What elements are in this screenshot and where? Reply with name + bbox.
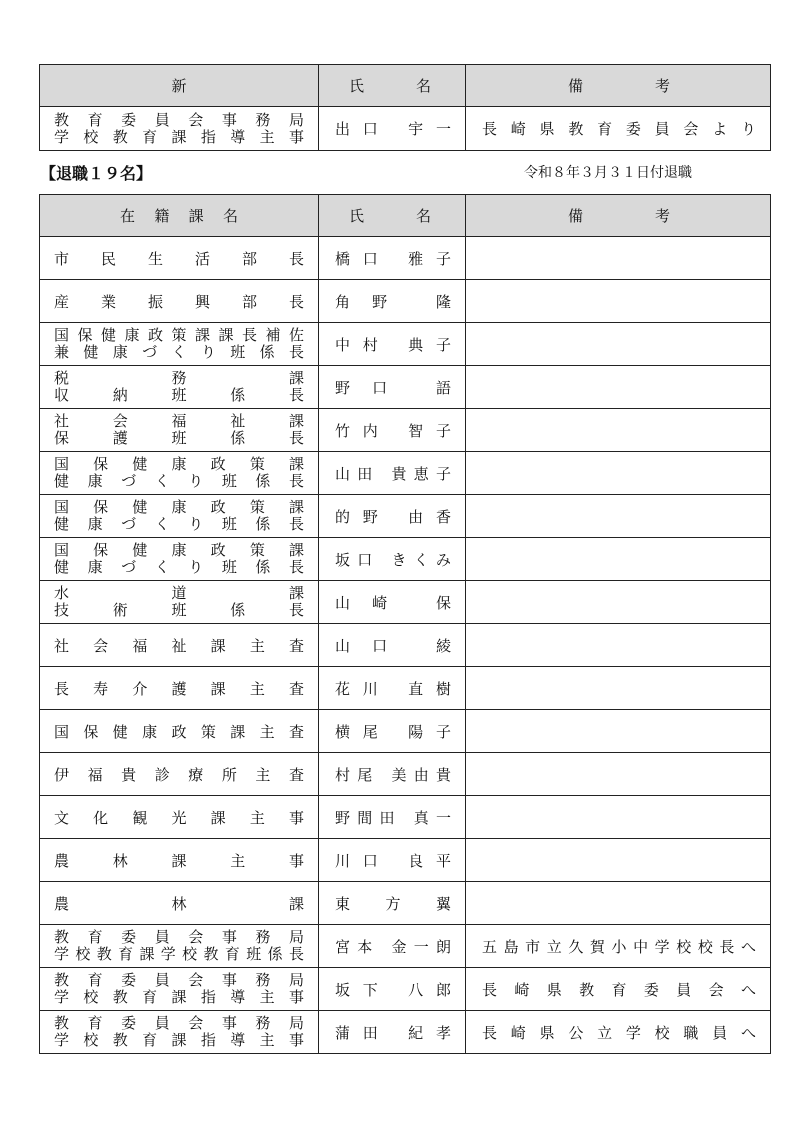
name-cell: 坂口 きくみ <box>319 538 466 581</box>
name-cell: 横尾 陽子 <box>319 710 466 753</box>
dept-cell: 教育委員会事務局 学校教育課指導主事 <box>40 1011 319 1054</box>
dept-cell: 産業振興部長 <box>40 280 319 323</box>
table-row <box>40 366 771 409</box>
remark-cell: 長崎県公立学校職員へ <box>466 1011 771 1054</box>
remark-cell <box>466 753 771 796</box>
dept-cell: 教育委員会事務局 学校教育課指導主事 <box>40 968 319 1011</box>
header-remark: 備考 <box>466 65 771 107</box>
name-cell: 川口 良平 <box>319 839 466 882</box>
header-remark: 備考 <box>466 195 771 237</box>
name-cell: 花川 直樹 <box>319 667 466 710</box>
table-row <box>40 538 771 581</box>
table-row <box>40 237 771 280</box>
remark-cell <box>466 452 771 495</box>
remark-cell <box>466 366 771 409</box>
remark-cell <box>466 667 771 710</box>
dept-cell: 長寿介護課主査 <box>40 667 319 710</box>
name-cell: 山崎 保 <box>319 581 466 624</box>
name-cell: 橋口 雅子 <box>319 237 466 280</box>
remark-cell <box>466 237 771 280</box>
name-cell: 野間田 真一 <box>319 796 466 839</box>
table-row <box>40 1011 771 1054</box>
header-row <box>40 195 771 237</box>
remark-cell <box>466 538 771 581</box>
table-row <box>40 753 771 796</box>
header-row <box>40 65 771 107</box>
dept-cell: 教育委員会事務局 学校教育課学校教育班係長 <box>40 925 319 968</box>
remark-cell <box>466 882 771 925</box>
table-row <box>40 796 771 839</box>
name-cell: 村尾 美由貴 <box>319 753 466 796</box>
dept-cell: 国保健康政策課 健康づくり班係長 <box>40 452 319 495</box>
name-cell: 蒲田 紀孝 <box>319 1011 466 1054</box>
transfer-in-table <box>39 64 771 151</box>
name-cell: 角野 隆 <box>319 280 466 323</box>
dept-cell: 教育委員会事務局 学校教育課指導主事 <box>40 107 319 151</box>
header-name: 氏名 <box>319 195 466 237</box>
name-cell: 宮本 金一朗 <box>319 925 466 968</box>
name-cell: 坂下 八郎 <box>319 968 466 1011</box>
name-cell: 東 方 翼 <box>319 882 466 925</box>
remark-cell <box>466 839 771 882</box>
dept-cell: 文化観光課主事 <box>40 796 319 839</box>
remark-cell <box>466 710 771 753</box>
table-row <box>40 409 771 452</box>
remark-cell: 長崎県教育委員会より <box>466 107 771 151</box>
remark-cell: 長崎県教育委員会へ <box>466 968 771 1011</box>
table-row <box>40 323 771 366</box>
name-cell: 中村 典子 <box>319 323 466 366</box>
name-cell: 野口 語 <box>319 366 466 409</box>
header-name: 氏名 <box>319 65 466 107</box>
dept-cell: 水道課 技術班係長 <box>40 581 319 624</box>
table-row <box>40 624 771 667</box>
dept-cell: 国保健康政策課課長補佐 兼健康づくり班係長 <box>40 323 319 366</box>
name-cell: 竹内 智子 <box>319 409 466 452</box>
name-cell: 山田 貴恵子 <box>319 452 466 495</box>
dept-cell: 農林課 <box>40 882 319 925</box>
dept-cell: 伊福貴診療所主査 <box>40 753 319 796</box>
table-row <box>40 280 771 323</box>
table-row <box>40 667 771 710</box>
section-heading: 【退職１９名】 <box>40 164 153 183</box>
remark-cell <box>466 796 771 839</box>
remark-cell <box>466 409 771 452</box>
dept-cell: 国保健康政策課 健康づくり班係長 <box>40 495 319 538</box>
table-row <box>40 452 771 495</box>
remark-cell <box>466 280 771 323</box>
table-row <box>40 581 771 624</box>
dept-cell: 税務課 収納班係長 <box>40 366 319 409</box>
header-dept: 在籍課名 <box>40 195 319 237</box>
name-cell: 出口 宇一 <box>319 107 466 151</box>
table-row <box>40 710 771 753</box>
name-cell: 山口 綾 <box>319 624 466 667</box>
name-cell: 的野 由香 <box>319 495 466 538</box>
retirement-date: 令和８年３月３１日付退職 <box>524 165 692 181</box>
table-row <box>40 925 771 968</box>
dept-cell: 社会福祉課 保護班係長 <box>40 409 319 452</box>
remark-cell <box>466 624 771 667</box>
retirement-table <box>39 194 771 1054</box>
dept-cell: 市民生活部長 <box>40 237 319 280</box>
dept-cell: 農林課主事 <box>40 839 319 882</box>
table-row <box>40 107 771 151</box>
dept-cell: 国保健康政策課 健康づくり班係長 <box>40 538 319 581</box>
remark-cell: 五島市立久賀小中学校校長へ <box>466 925 771 968</box>
remark-cell <box>466 495 771 538</box>
remark-cell <box>466 581 771 624</box>
dept-cell: 国保健康政策課主査 <box>40 710 319 753</box>
remark-cell <box>466 323 771 366</box>
table-row <box>40 495 771 538</box>
table-row <box>40 968 771 1011</box>
table-row <box>40 839 771 882</box>
dept-cell: 社会福祉課主査 <box>40 624 319 667</box>
header-new: 新 <box>40 65 319 107</box>
table-row <box>40 882 771 925</box>
